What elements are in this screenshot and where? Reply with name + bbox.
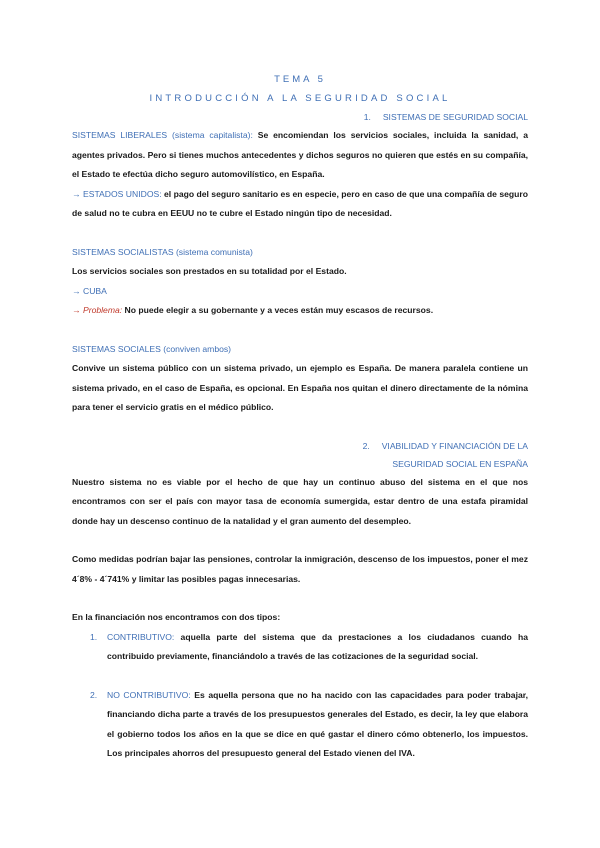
- viabilidad-paragraph-1: Nuestro sistema no es viable por el hecho de que hay un continuo abuso del sistema en el que nos encontramos con ser el país con mayor tasa de economía sumergida, estar dentro de una estafa piramidal donde hay un descenso continuo de la natalidad y el gran aumento del desempleo.: [72, 476, 528, 526]
- arrow-icon: →: [72, 285, 81, 296]
- section-2-title-line1: VIABILIDAD Y FINANCIACIÓN DE LA: [381, 440, 528, 451]
- socialistas-text: Los servicios sociales son prestados en su totalidad por el Estado.: [72, 266, 347, 276]
- contributivo-text: aquella parte del sistema que da prestaciones a los ciudadanos cuando ha contribuido previamente, financiándolo a través de las cotizaciones de la seguridad social.: [107, 631, 528, 661]
- section-2-title-line2: SEGURIDAD SOCIAL EN ESPAÑA: [392, 458, 528, 469]
- list-item-number: 1.: [90, 631, 98, 642]
- socialistas-example-label: CUBA: [80, 285, 107, 296]
- socialistas-label: SISTEMAS SOCIALISTAS (sistema comunista): [72, 246, 253, 257]
- no-contributivo-label: NO CONTRIBUTIVO:: [107, 689, 191, 700]
- sociales-label: SISTEMAS SOCIALES (conviven ambos): [72, 343, 232, 354]
- list-item: [72, 686, 528, 764]
- socialistas-example: [72, 282, 528, 302]
- problem-text: No puede elegir a su gobernante y a veces están muy escasos de recursos.: [124, 305, 434, 315]
- sociales-text: Convive un sistema público con un sistema privado, un ejemplo es España. De manera paralela contiene un sistema privado, en el caso de España, es opcional. En España nos quitan el dinero directamente de la nómina para tener el servicio gratis en el médico público.: [72, 363, 528, 412]
- problem-label: Problema:: [82, 305, 125, 315]
- section-2-number: 2.: [362, 440, 370, 451]
- viabilidad-paragraph-2: Como medidas podrían bajar las pensiones, controlar la inmigración, descenso de los impuestos, poner el mez 4´8% - 4´741% y limitar las posibles pagas innecesarias.: [72, 554, 528, 584]
- tema-heading: TEMA 5: [274, 74, 326, 85]
- document-title: INTRODUCCIÓN A LA SEGURIDAD SOCIAL: [149, 93, 451, 104]
- section-2-heading: [72, 437, 528, 473]
- financiacion-list: [72, 628, 528, 764]
- list-item: [72, 628, 528, 667]
- section-1-title: SISTEMAS DE SEGURIDAD SOCIAL: [382, 112, 528, 122]
- document-page: [72, 70, 528, 764]
- liberales-paragraph: [72, 126, 528, 185]
- no-contributivo-text: Es aquella persona que no ha nacido con las capacidades para poder trabajar, financiando dicha parte a través de los presupuestos generales del Estado, es decir, la ley que elabora el gobierno todos los años en la que se dice en qué gastar el dinero cómo obtenerlo, los impuestos. Los principales ahorros del presupuesto general del Estado vienen del IVA.: [107, 689, 528, 758]
- liberales-example: [72, 185, 528, 224]
- problem-arrow-icon: →: [72, 305, 83, 315]
- liberales-example-text: el pago del seguro sanitario es en especie, pero en caso de que una compañía de seguro de salud no te cubra en EEUU no te cubre el Estado ningún tipo de necesidad.: [72, 188, 528, 218]
- section-1-number: 1.: [363, 112, 371, 122]
- arrow-icon: →: [72, 188, 81, 199]
- liberales-example-label: ESTADOS UNIDOS:: [80, 188, 165, 199]
- liberales-label: SISTEMAS LIBERALES (sistema capitalista):: [72, 130, 253, 140]
- list-item-number: 2.: [90, 689, 98, 700]
- contributivo-label: CONTRIBUTIVO:: [107, 631, 175, 642]
- viabilidad-paragraph-3: En la financiación nos encontramos con dos tipos:: [72, 612, 281, 622]
- liberales-text: Se encomiendan los servicios sociales, incluida la sanidad, a agentes privados. Pero si tienes muchos antecedentes y dichos seguros no quieren que estés en su compañía, el Estado te efectúa dicho seguro automovilístico, en España.: [72, 130, 528, 179]
- section-1-heading: [72, 108, 528, 126]
- socialistas-problem: [72, 301, 528, 321]
